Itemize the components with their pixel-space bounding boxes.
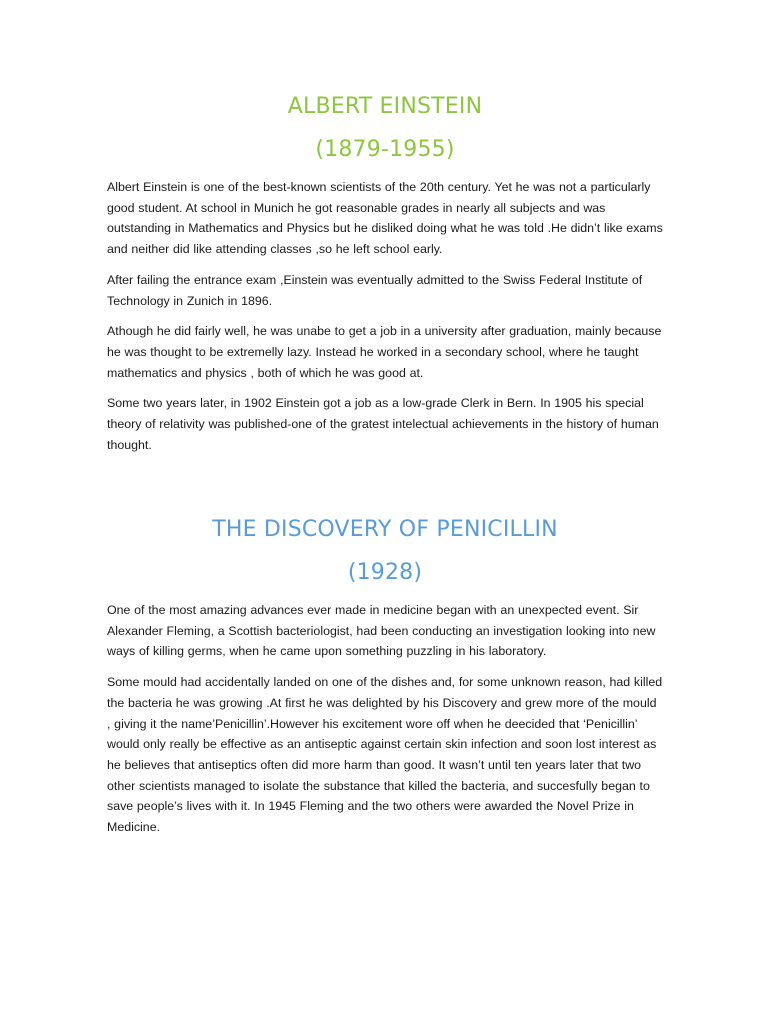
einstein-paragraph-2: After failing the entrance exam ,Einstein was eventually admitted to the Swiss Federal Institute of Technology in Zunich in 1896. [107, 272, 643, 308]
penicillin-paragraph-2: Some mould had accidentally landed on one of the dishes and, for some unknown reason, had killed the bacteria he was growing .At first he was delighted by his Discovery and grew more of the mould , giving it the name’Penicillin’.However his excitement wore off when he deecided that ‘Penicillin’ would only really be effective as an antiseptic against certain skin infection and soon lost interest as he believes that antiseptics often did more harm than good. It wasn’t until ten years later that two other scientists managed to isolate the substance that killed the bacteria, and succesfully began to save people’s lives with it. In 1945 Fleming and the two others were awarded the Novel Prize in Medicine. [107, 675, 663, 835]
einstein-section-title: ALBERT EINSTEIN [287, 94, 483, 119]
einstein-section-years: (1879-1955) [315, 137, 455, 162]
penicillin-section-body [107, 600, 663, 838]
einstein-paragraph-1: Albert Einstein is one of the best-known scientists of the 20th century. Yet he was not a particularly good student. At school in Munich he got reasonable grades in nearly all subjects and was outstanding in Mathematics and Physics but he disliked doing what he was told .He didn’t like exams and neither did like attending classes ,so he left school early. [107, 180, 663, 257]
penicillin-section-title: THE DISCOVERY OF PENICILLIN [212, 517, 558, 542]
penicillin-paragraph-1: One of the most amazing advances ever made in medicine began with an unexpected event. Sir Alexander Fleming, a Scottish bacteriologist, had been conducting an investigation looking into new ways of killing germs, when he came upon something puzzling in his laboratory. [107, 603, 656, 659]
einstein-paragraph-3: Athough he did fairly well, he was unabe to get a job in a university after graduation, mainly because he was thought to be extremelly lazy. Instead he worked in a secondary school, where he taught mathematics and physics , both of which he was good at. [107, 324, 662, 380]
penicillin-section-years: (1928) [347, 560, 423, 585]
einstein-section-body [107, 177, 663, 455]
einstein-paragraph-4: Some two years later, in 1902 Einstein got a job as a low-grade Clerk in Bern. In 1905 his special theory of relativity was published-one of the gratest intelectual achievements in the history of human thought. [107, 396, 659, 452]
